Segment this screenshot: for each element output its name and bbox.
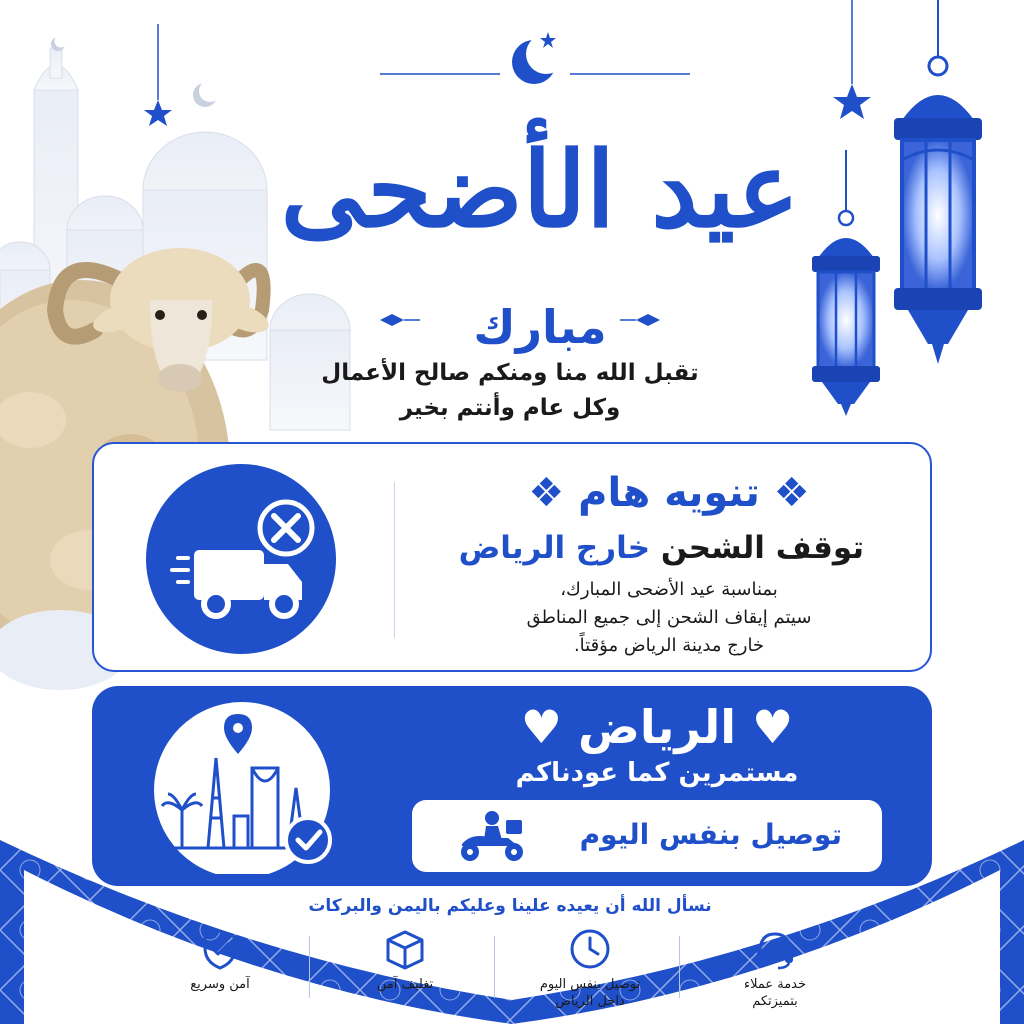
hanging-star-left-icon — [144, 24, 172, 126]
feature-safe-fast: آمن وسريع — [135, 926, 305, 1016]
blessing-line-2: وكل عام وأنتم بخير — [399, 395, 621, 421]
truck-cancel-icon — [146, 464, 336, 654]
notice-ornament-left-icon: ❖ — [528, 470, 579, 516]
riyadh-delivery-card — [92, 686, 932, 886]
headset-icon — [752, 926, 798, 972]
features-row — [160, 926, 860, 1016]
closing-prayer: نسأل الله أن يعيده علينا وعليكم باليمن والبركات — [308, 896, 712, 916]
box-icon — [382, 926, 428, 972]
feature-separator — [309, 936, 310, 998]
riyadh-subtitle: مستمرين كما عودناكم — [515, 758, 799, 788]
same-day-delivery-label: توصيل بنفس اليوم — [579, 818, 842, 851]
heart-left-icon: ♥ — [520, 700, 578, 754]
delivery-scooter-icon — [452, 808, 532, 864]
notice-divider — [394, 482, 395, 638]
notice-heading: ❖ تنويه هام ❖ — [528, 470, 810, 516]
notice-body: بمناسبة عيد الأضحى المبارك، سيتم إيقاف الشحن إلى جميع المناطق خارج مدينة الرياض مؤقتاً. — [526, 579, 812, 656]
feature-customer-service: خدمة عملاء بتميزتكم — [690, 926, 860, 1016]
truck-cancel-badge — [146, 464, 336, 654]
heart-right-icon: ♥ — [736, 700, 794, 754]
blessing-text — [300, 356, 720, 426]
feature-safe-packaging: تغليف آمن — [320, 926, 490, 1016]
hanging-star-right-icon — [833, 0, 871, 119]
feature-same-day: توصيل بنفس اليوم داخل الرياض — [505, 926, 675, 1016]
riyadh-heading: ♥ الرياض ♥ — [520, 700, 794, 754]
shield-check-icon — [197, 926, 243, 972]
eid-title-block — [280, 28, 800, 358]
same-day-delivery-pill — [412, 800, 882, 872]
riyadh-skyline-icon — [138, 698, 346, 874]
notice-subtitle: توقف الشحن خارج الرياض — [458, 530, 864, 566]
feature-separator — [679, 936, 680, 998]
lantern-small-icon — [812, 150, 880, 416]
blessing-line-1: تقبل الله منا ومنكم صالح الأعمال — [321, 360, 699, 386]
feature-separator — [494, 936, 495, 998]
shipping-notice-card — [92, 442, 932, 672]
notice-ornament-right-icon: ❖ — [759, 470, 810, 516]
lantern-large-icon — [894, 0, 982, 364]
notice-subtitle-highlight: خارج الرياض — [458, 530, 651, 566]
clock-icon — [567, 926, 613, 972]
eid-title: عيد الأضحى — [280, 128, 800, 251]
eid-subtitle: مبارك — [473, 300, 607, 354]
